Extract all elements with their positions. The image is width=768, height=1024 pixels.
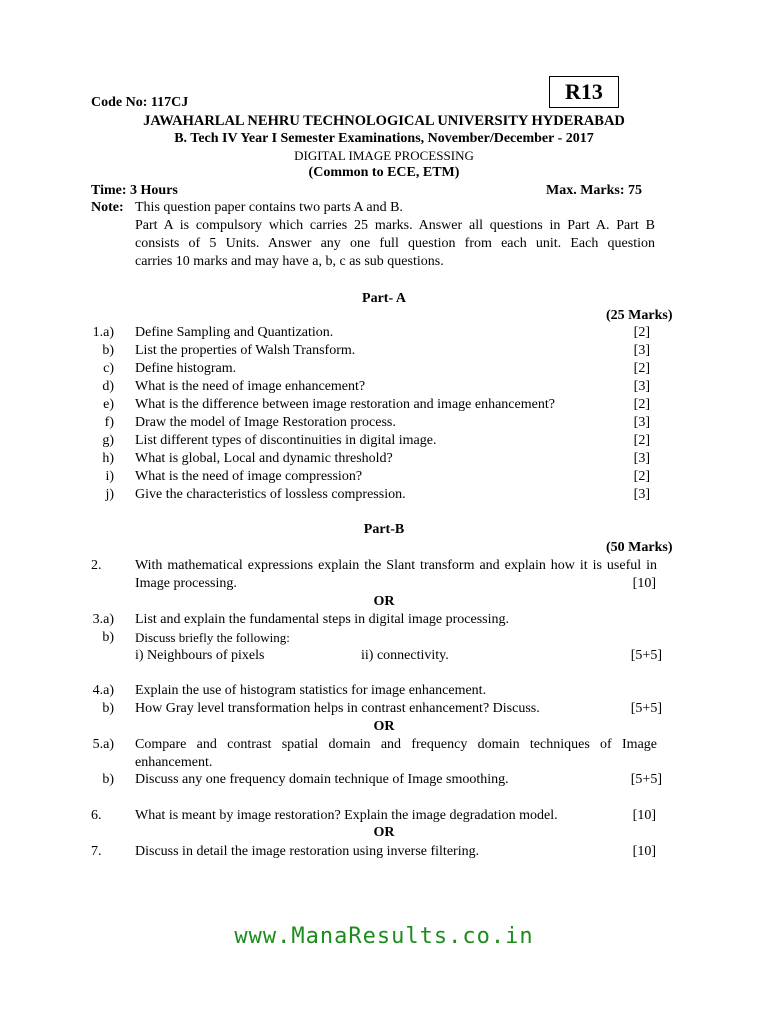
question-text: Draw the model of Image Restoration process. [135,415,396,430]
question-text: Explain the use of histogram statistics for image enhancement. [135,683,487,698]
question-number: j) [105,487,114,502]
question-number: 1.a) [92,325,114,340]
question-marks: [5+5] [630,772,662,787]
question-text: How Gray level transformation helps in contrast enhancement? Discuss. [135,701,540,716]
question-number: b) [102,701,114,716]
note-line: This question paper contains two parts A and B. [135,200,403,215]
watermark-url: www.ManaResults.co.in [234,924,534,949]
question-number: h) [102,451,114,466]
question-text: List the properties of Walsh Transform. [135,343,356,358]
question-number: d) [102,379,114,394]
part-a-title: Part- A [362,291,406,306]
university-name: JAWAHARLAL NEHRU TECHNOLOGICAL UNIVERSITY HYDERABAD [143,113,625,129]
part-b-marks: (50 Marks) [606,540,673,555]
question-text: Discuss in detail the image restoration using inverse filtering. [135,844,480,859]
question-number: b) [102,630,114,645]
note-line: Part A is compulsory which carries 25 marks. Answer all questions in Part A. Part B [135,218,655,233]
note-label: Note: [91,200,124,215]
question-number: i) [105,469,114,484]
question-text: List and explain the fundamental steps in digital image processing. [135,612,510,627]
subject-title: DIGITAL IMAGE PROCESSING [294,148,474,163]
question-marks: [2] [633,397,650,412]
question-marks: [10] [632,844,656,859]
time-label: Time: 3 Hours [91,183,178,198]
question-marks: [3] [633,451,650,466]
question-number: b) [102,343,114,358]
exam-title: B. Tech IV Year I Semester Examinations, November/December - 2017 [174,131,594,146]
question-text: Discuss briefly the following: [135,630,290,645]
question-text: enhancement. [135,755,213,770]
part-a-marks: (25 Marks) [606,308,673,323]
question-number: 6. [91,808,102,823]
question-number: e) [103,397,114,412]
question-number: b) [102,772,114,787]
question-marks: [10] [632,808,656,823]
question-number: 5.a) [92,737,114,752]
code-number: Code No: 117CJ [91,95,189,110]
note-line: carries 10 marks and may have a, b, c as sub questions. [135,254,444,269]
question-text: Image processing. [135,576,237,591]
or-separator: OR [373,719,395,734]
question-marks: [5+5] [630,701,662,716]
question-number: 2. [91,558,102,573]
or-separator: OR [373,594,395,609]
regulation-box: R13 [549,76,619,108]
question-marks: [3] [633,487,650,502]
note-line: consists of 5 Units. Answer any one full question from each unit. Each question [135,236,655,251]
question-marks: [10] [632,576,656,591]
question-text: With mathematical expressions explain the Slant transform and explain how it is useful in [135,558,657,573]
question-marks: [3] [633,415,650,430]
or-separator: OR [373,825,395,840]
question-subitem: ii) connectivity. [361,648,449,663]
part-b-title: Part-B [363,522,405,537]
question-number: g) [102,433,114,448]
question-marks: [2] [633,325,650,340]
question-marks: [2] [633,469,650,484]
question-number: 3.a) [92,612,114,627]
question-number: c) [103,361,114,376]
question-number: f) [104,415,114,430]
question-text: Discuss any one frequency domain technique of Image smoothing. [135,772,509,787]
question-number: 7. [91,844,102,859]
question-text: Give the characteristics of lossless compression. [135,487,406,502]
question-marks: [2] [633,361,650,376]
question-text: Define Sampling and Quantization. [135,325,334,340]
question-marks: [3] [633,343,650,358]
question-text: What is the need of image compression? [135,469,363,484]
common-to: (Common to ECE, ETM) [308,165,460,180]
question-subitem: i) Neighbours of pixels [135,648,265,663]
question-text: What is the difference between image restoration and image enhancement? [135,397,555,412]
question-text: What is global, Local and dynamic threshold? [135,451,393,466]
question-marks: [2] [633,433,650,448]
max-marks: Max. Marks: 75 [546,183,643,198]
question-text: Compare and contrast spatial domain and frequency domain techniques of Image [135,737,657,752]
question-marks: [3] [633,379,650,394]
question-text: Define histogram. [135,361,237,376]
question-text: What is meant by image restoration? Explain the image degradation model. [135,808,558,823]
question-marks: [5+5] [630,648,662,663]
question-text: What is the need of image enhancement? [135,379,366,394]
question-number: 4.a) [92,683,114,698]
question-text: List different types of discontinuities in digital image. [135,433,437,448]
